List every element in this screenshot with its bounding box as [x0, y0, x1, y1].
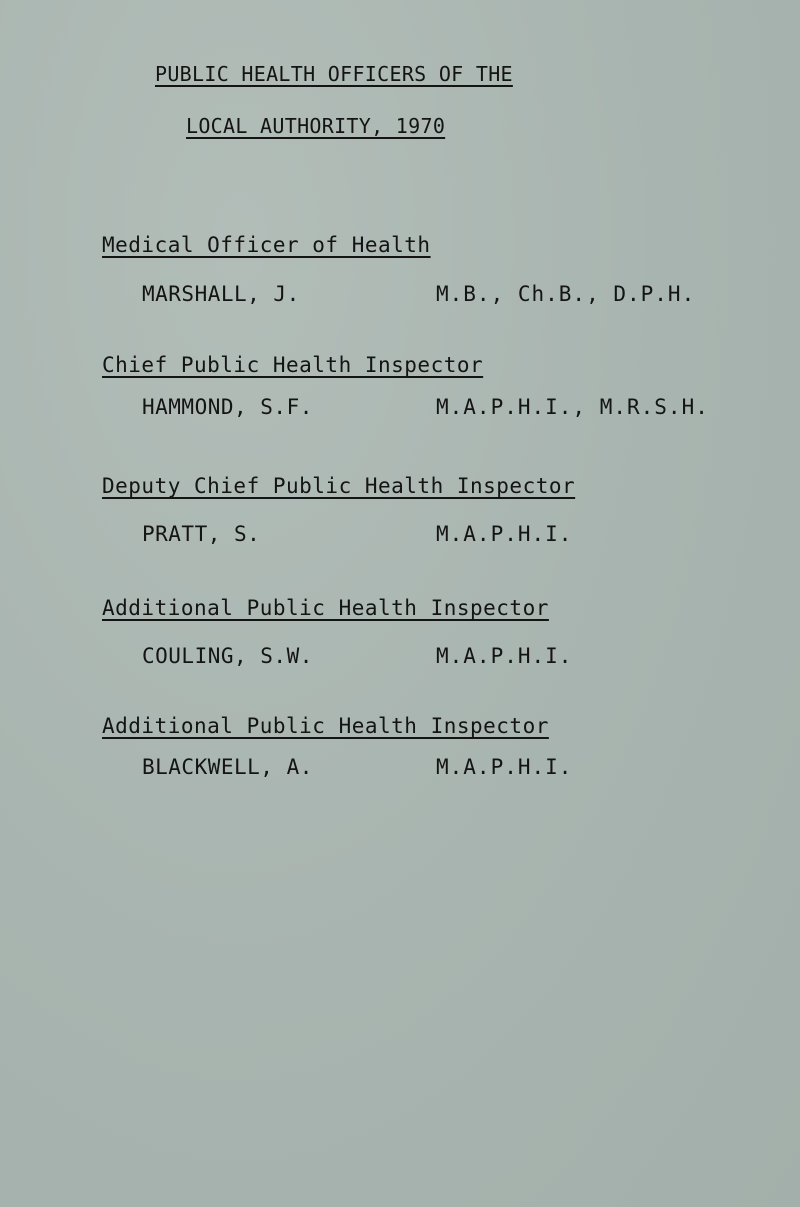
- officer-qualifications: M.A.P.H.I., M.R.S.H.: [436, 395, 709, 419]
- officer-qualifications: M.B., Ch.B., D.P.H.: [436, 282, 696, 306]
- officer-qualifications: M.A.P.H.I.: [436, 644, 573, 668]
- section-heading: Chief Public Health Inspector: [102, 353, 484, 377]
- officer-name: MARSHALL, J.: [142, 282, 300, 306]
- document-title-line-2: LOCAL AUTHORITY, 1970: [186, 114, 446, 138]
- section-heading: Additional Public Health Inspector: [102, 714, 549, 738]
- officer-name: PRATT, S.: [142, 522, 261, 546]
- officer-name: COULING, S.W.: [142, 644, 313, 668]
- officer-qualifications: M.A.P.H.I.: [436, 755, 573, 779]
- section-heading: Additional Public Health Inspector: [102, 596, 549, 620]
- section-heading: Medical Officer of Health: [102, 233, 431, 257]
- document-title-line-1: PUBLIC HEALTH OFFICERS OF THE: [155, 62, 513, 86]
- officer-name: BLACKWELL, A.: [142, 755, 313, 779]
- officer-name: HAMMOND, S.F.: [142, 395, 313, 419]
- section-heading: Deputy Chief Public Health Inspector: [102, 474, 576, 498]
- officer-qualifications: M.A.P.H.I.: [436, 522, 573, 546]
